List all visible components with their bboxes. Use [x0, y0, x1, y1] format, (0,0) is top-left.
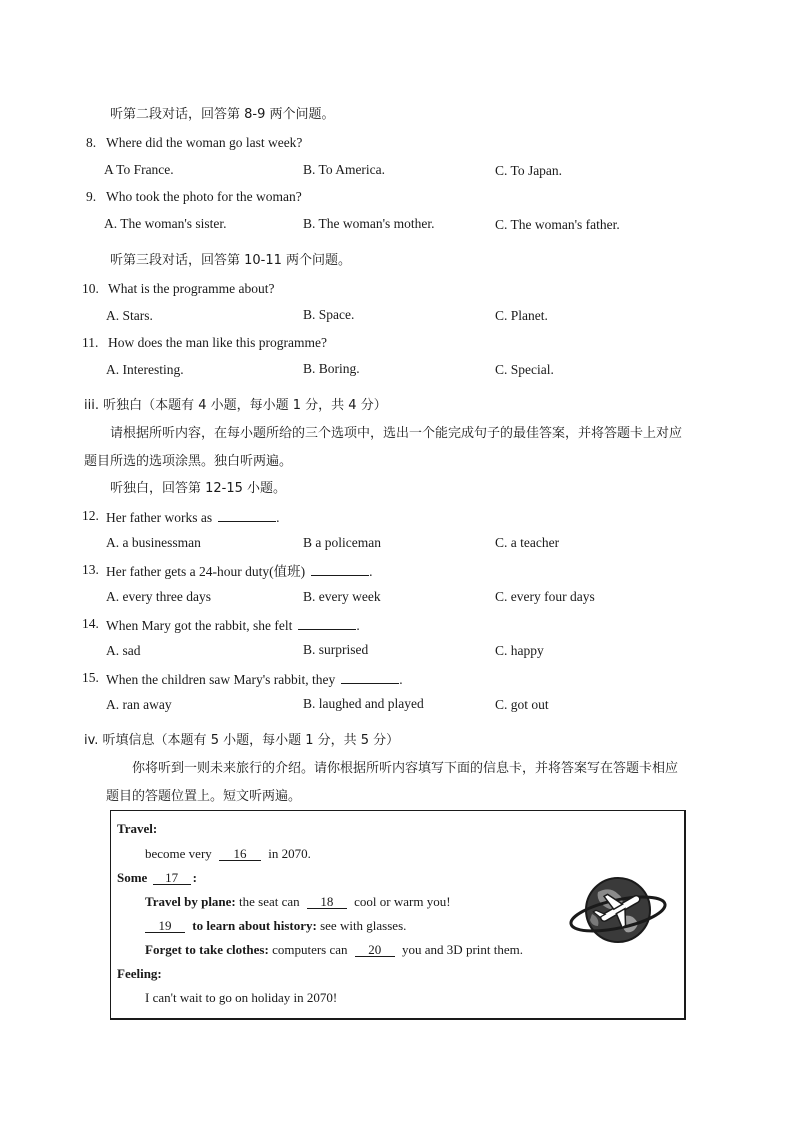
question-text: How does the man like this programme?	[108, 335, 327, 350]
option-a: A. every three days	[106, 589, 211, 604]
option-b: B. Boring.	[303, 361, 360, 376]
question-number: 15.	[82, 670, 99, 685]
option-c: C. a teacher	[495, 535, 560, 550]
section-instruction: 请根据所听内容，在每小题所给的三个选项中，选出一个能完成句子的最佳答案，并将答题卡上对应	[110, 426, 683, 441]
option-a: A. ran away	[106, 697, 172, 712]
blank-20: 20	[355, 943, 395, 957]
option-c: C. every four days	[495, 589, 595, 604]
option-c: C. Special.	[495, 362, 554, 377]
question-text: What is the programme about?	[108, 281, 275, 296]
question-text: Her father works as .	[106, 510, 280, 525]
option-a: A. The woman's sister.	[104, 216, 227, 231]
question-number: 13.	[82, 562, 99, 577]
blank-19: 19	[145, 919, 185, 933]
feeling-label: Feeling:	[117, 966, 162, 981]
option-b: B. laughed and played	[303, 696, 424, 711]
section-instruction: 题目的答题位置上。短文听两遍。	[106, 789, 302, 804]
section-heading: iii. 听独白（本题有 4 小题，每小题 1 分，共 4 分）	[84, 398, 387, 413]
question-number: 8.	[86, 135, 97, 150]
answer-blank	[218, 509, 276, 522]
option-a: A. Interesting.	[106, 362, 184, 377]
card-line-become: become very 16 in 2070.	[145, 846, 311, 861]
question-text: When Mary got the rabbit, she felt .	[106, 618, 360, 633]
option-a: A. Stars.	[106, 308, 153, 323]
option-c: C. Planet.	[495, 308, 548, 323]
question-text: When the children saw Mary's rabbit, they .	[106, 672, 403, 687]
option-c: C. got out	[495, 697, 549, 712]
dialog3-instruction: 听第三段对话，回答第 10-11 两个问题。	[110, 253, 352, 268]
option-b: B. To America.	[303, 162, 386, 177]
option-a: A. a businessman	[106, 535, 201, 550]
option-c: C. happy	[495, 643, 544, 658]
sub-instruction: 听独白，回答第 12-15 小题。	[110, 481, 287, 496]
question-text: Her father gets a 24-hour duty(值班) .	[106, 564, 373, 579]
answer-blank	[298, 617, 356, 630]
card-line-clothes: Forget to take clothes: computers can 20 you and 3D print them.	[145, 942, 523, 957]
dialog2-instruction: 听第二段对话，回答第 8-9 两个问题。	[110, 107, 335, 122]
question-number: 14.	[82, 616, 99, 631]
question-text: Who took the photo for the woman?	[106, 189, 302, 204]
section-instruction: 题目所选的选项涂黑。独白听两遍。	[84, 454, 293, 469]
option-c: C. To Japan.	[495, 163, 563, 178]
question-number: 11.	[82, 335, 99, 350]
question-number: 9.	[86, 189, 97, 204]
option-b: B a policeman	[303, 535, 381, 550]
option-c: C. The woman's father.	[495, 217, 620, 232]
blank-17: 17	[153, 871, 191, 885]
option-b: B. every week	[303, 589, 381, 604]
answer-blank	[341, 671, 399, 684]
globe-airplane-icon	[568, 870, 668, 950]
section-heading: iv. 听填信息（本题有 5 小题，每小题 1 分，共 5 分）	[84, 733, 400, 748]
answer-blank	[311, 563, 369, 576]
section-instruction: 你将听到一则未来旅行的介绍。请你根据所听内容填写下面的信息卡，并将答案写在答题卡相应	[132, 761, 679, 776]
card-line-history: 19 to learn about history: see with glasses.	[145, 919, 406, 933]
blank-18: 18	[307, 895, 347, 909]
option-a: A To France.	[104, 162, 174, 177]
question-text: Where did the woman go last week?	[106, 135, 303, 150]
option-b: B. Space.	[303, 307, 355, 322]
card-line-some: Some 17 :	[117, 870, 197, 885]
card-line-plane: Travel by plane: the seat can 18 cool or warm you!	[145, 894, 451, 909]
question-number: 12.	[82, 508, 99, 523]
option-b: B. The woman's mother.	[303, 216, 435, 231]
question-number: 10.	[82, 281, 99, 296]
option-a: A. sad	[106, 643, 141, 658]
blank-16: 16	[219, 847, 261, 861]
travel-label: Travel:	[117, 821, 158, 836]
feeling-text: I can't wait to go on holiday in 2070!	[145, 990, 338, 1005]
option-b: B. surprised	[303, 642, 369, 657]
